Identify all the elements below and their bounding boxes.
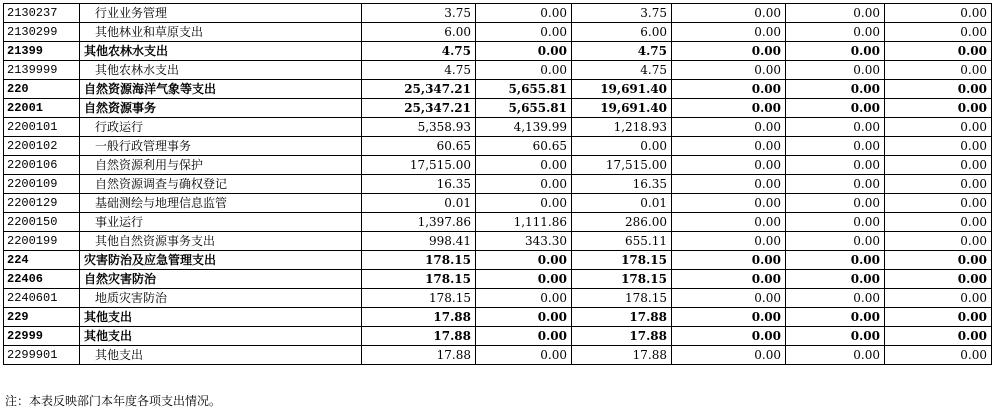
subject-code-cell: 2130299 [4,23,80,42]
amount-cell: 19,691.40 [572,99,672,118]
amount-cell: 0.00 [476,270,572,289]
table-row [4,80,992,99]
subject-name-cell: 自然资源事务 [80,99,362,118]
amount-cell: 0.00 [786,118,885,137]
amount-cell: 0.00 [672,118,786,137]
table-row [4,232,992,251]
amount-cell: 0.00 [786,61,885,80]
amount-cell: 0.00 [476,194,572,213]
subject-name-cell: 自然灾害防治 [80,270,362,289]
amount-cell: 0.00 [786,99,885,118]
subject-name-cell: 基础测绘与地理信息监管 [80,194,362,213]
table-row [4,4,992,23]
table-row [4,194,992,213]
subject-name-cell: 地质灾害防治 [80,289,362,308]
subject-code-cell: 2130237 [4,4,80,23]
amount-cell: 4.75 [572,42,672,61]
amount-cell: 0.00 [786,137,885,156]
amount-cell: 0.00 [786,194,885,213]
subject-name-cell: 其他农林水支出 [80,61,362,80]
subject-name-cell: 自然资源利用与保护 [80,156,362,175]
table-row [4,118,992,137]
amount-cell: 0.00 [885,270,992,289]
amount-cell: 0.00 [885,175,992,194]
subject-code-cell: 22001 [4,99,80,118]
amount-cell: 17.88 [362,308,476,327]
amount-cell: 0.00 [476,156,572,175]
amount-cell: 4.75 [362,42,476,61]
table-row [4,137,992,156]
table-row [4,308,992,327]
amount-cell: 0.00 [672,232,786,251]
table-row [4,327,992,346]
amount-cell: 16.35 [572,175,672,194]
amount-cell: 178.15 [572,270,672,289]
amount-cell: 0.00 [885,251,992,270]
amount-cell: 0.00 [885,137,992,156]
subject-code-cell: 224 [4,251,80,270]
table-note: 注：本表反映部门本年度各项支出情况。 [5,394,222,408]
amount-cell: 0.00 [672,42,786,61]
table-row [4,175,992,194]
amount-cell: 0.00 [786,289,885,308]
subject-name-cell: 其他支出 [80,346,362,365]
subject-code-cell: 2139999 [4,61,80,80]
subject-code-cell: 229 [4,308,80,327]
subject-name-cell: 其他支出 [80,327,362,346]
amount-cell: 4.75 [572,61,672,80]
amount-cell: 0.01 [572,194,672,213]
amount-cell: 0.00 [476,4,572,23]
subject-name-cell: 自然资源海洋气象等支出 [80,80,362,99]
table-row [4,99,992,118]
amount-cell: 0.00 [672,308,786,327]
amount-cell: 0.00 [786,156,885,175]
amount-cell: 0.00 [885,213,992,232]
amount-cell: 0.00 [672,251,786,270]
amount-cell: 17.88 [362,346,476,365]
subject-name-cell: 行业业务管理 [80,4,362,23]
amount-cell: 4,139.99 [476,118,572,137]
amount-cell: 0.00 [672,99,786,118]
amount-cell: 0.00 [786,175,885,194]
amount-cell: 178.15 [572,251,672,270]
subject-name-cell: 灾害防治及应急管理支出 [80,251,362,270]
amount-cell: 0.00 [885,308,992,327]
amount-cell: 0.00 [476,251,572,270]
amount-cell: 0.00 [885,61,992,80]
amount-cell: 25,347.21 [362,99,476,118]
amount-cell: 0.00 [476,327,572,346]
amount-cell: 178.15 [572,289,672,308]
amount-cell: 3.75 [572,4,672,23]
amount-cell: 0.00 [885,289,992,308]
amount-cell: 17,515.00 [362,156,476,175]
amount-cell: 0.00 [885,232,992,251]
amount-cell: 0.00 [786,232,885,251]
subject-name-cell: 其他农林水支出 [80,42,362,61]
amount-cell: 178.15 [362,289,476,308]
amount-cell: 0.00 [885,80,992,99]
subject-code-cell: 2200199 [4,232,80,251]
table-row [4,270,992,289]
amount-cell: 0.00 [672,156,786,175]
amount-cell: 5,655.81 [476,80,572,99]
amount-cell: 1,111.86 [476,213,572,232]
amount-cell: 0.00 [786,270,885,289]
amount-cell: 5,655.81 [476,99,572,118]
amount-cell: 0.00 [672,194,786,213]
subject-name-cell: 一般行政管理事务 [80,137,362,156]
amount-cell: 0.00 [885,4,992,23]
expenditure-table [3,3,992,365]
amount-cell: 0.00 [672,213,786,232]
table-row [4,156,992,175]
amount-cell: 0.00 [885,42,992,61]
subject-name-cell: 其他自然资源事务支出 [80,232,362,251]
amount-cell: 0.00 [672,346,786,365]
subject-code-cell: 21399 [4,42,80,61]
amount-cell: 0.00 [672,270,786,289]
amount-cell: 0.00 [786,4,885,23]
amount-cell: 0.00 [476,61,572,80]
subject-code-cell: 2200150 [4,213,80,232]
amount-cell: 0.00 [476,289,572,308]
amount-cell: 0.00 [572,137,672,156]
amount-cell: 0.00 [672,4,786,23]
amount-cell: 0.00 [786,251,885,270]
amount-cell: 0.00 [885,327,992,346]
table-row [4,251,992,270]
table-row [4,61,992,80]
subject-code-cell: 2200106 [4,156,80,175]
amount-cell: 343.30 [476,232,572,251]
amount-cell: 0.00 [885,346,992,365]
table-row [4,346,992,365]
amount-cell: 0.00 [672,289,786,308]
amount-cell: 0.00 [885,194,992,213]
amount-cell: 0.01 [362,194,476,213]
amount-cell: 0.00 [786,213,885,232]
amount-cell: 0.00 [672,61,786,80]
subject-code-cell: 2200109 [4,175,80,194]
amount-cell: 5,358.93 [362,118,476,137]
subject-code-cell: 220 [4,80,80,99]
amount-cell: 0.00 [672,327,786,346]
table-row [4,289,992,308]
amount-cell: 0.00 [786,327,885,346]
subject-code-cell: 2240601 [4,289,80,308]
amount-cell: 998.41 [362,232,476,251]
subject-code-cell: 22999 [4,327,80,346]
amount-cell: 0.00 [786,23,885,42]
table-row [4,213,992,232]
amount-cell: 0.00 [786,42,885,61]
amount-cell: 178.15 [362,251,476,270]
subject-name-cell: 其他林业和草原支出 [80,23,362,42]
amount-cell: 3.75 [362,4,476,23]
amount-cell: 0.00 [476,23,572,42]
amount-cell: 0.00 [672,23,786,42]
amount-cell: 4.75 [362,61,476,80]
subject-name-cell: 事业运行 [80,213,362,232]
amount-cell: 0.00 [476,346,572,365]
amount-cell: 17,515.00 [572,156,672,175]
amount-cell: 0.00 [476,175,572,194]
amount-cell: 1,218.93 [572,118,672,137]
amount-cell: 0.00 [476,308,572,327]
subject-code-cell: 2299901 [4,346,80,365]
amount-cell: 0.00 [476,42,572,61]
subject-name-cell: 行政运行 [80,118,362,137]
amount-cell: 655.11 [572,232,672,251]
amount-cell: 1,397.86 [362,213,476,232]
amount-cell: 178.15 [362,270,476,289]
amount-cell: 60.65 [476,137,572,156]
amount-cell: 0.00 [786,308,885,327]
amount-cell: 17.88 [572,308,672,327]
subject-name-cell: 自然资源调查与确权登记 [80,175,362,194]
amount-cell: 0.00 [786,346,885,365]
amount-cell: 17.88 [362,327,476,346]
amount-cell: 60.65 [362,137,476,156]
amount-cell: 0.00 [885,118,992,137]
amount-cell: 0.00 [885,99,992,118]
amount-cell: 0.00 [672,137,786,156]
subject-code-cell: 2200102 [4,137,80,156]
amount-cell: 6.00 [572,23,672,42]
table-row [4,42,992,61]
amount-cell: 25,347.21 [362,80,476,99]
amount-cell: 286.00 [572,213,672,232]
amount-cell: 0.00 [786,80,885,99]
amount-cell: 0.00 [672,175,786,194]
amount-cell: 0.00 [885,156,992,175]
amount-cell: 6.00 [362,23,476,42]
amount-cell: 0.00 [885,23,992,42]
amount-cell: 0.00 [672,80,786,99]
amount-cell: 16.35 [362,175,476,194]
amount-cell: 19,691.40 [572,80,672,99]
amount-cell: 17.88 [572,346,672,365]
subject-name-cell: 其他支出 [80,308,362,327]
table-body [4,4,992,365]
subject-code-cell: 2200129 [4,194,80,213]
table-row [4,23,992,42]
subject-code-cell: 22406 [4,270,80,289]
subject-code-cell: 2200101 [4,118,80,137]
amount-cell: 17.88 [572,327,672,346]
